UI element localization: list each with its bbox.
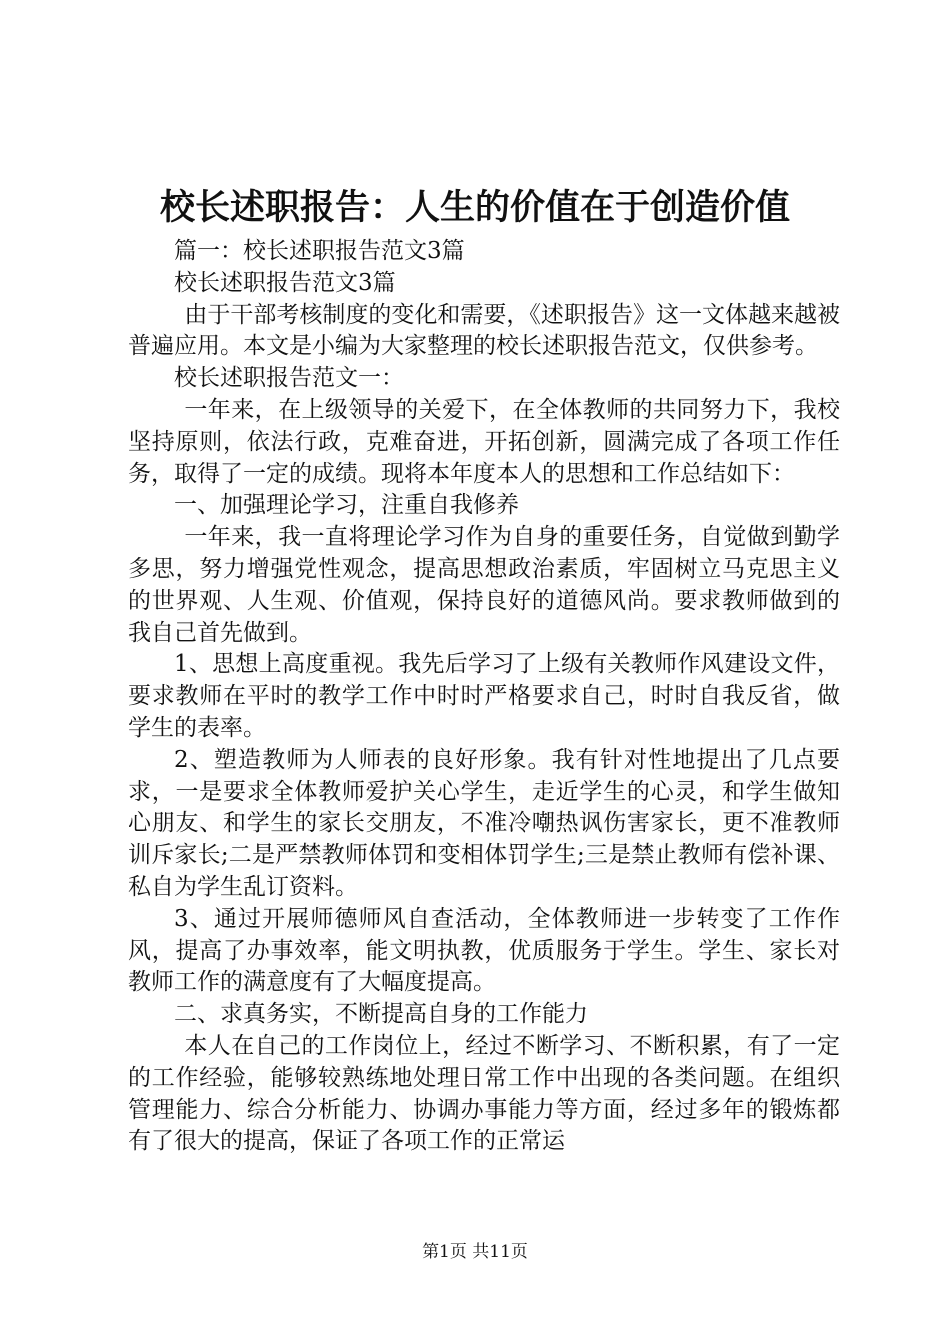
list-item-three: 3、通过开展师德师风自查活动，全体教师进一步转变了工作作风，提高了办事效率，能文明执教，优质服务于学生。学生、家长对教师工作的满意度有了大幅度提高。 xyxy=(128,905,840,996)
document-body xyxy=(128,236,840,1158)
section-heading-theory-study: 一、加强理论学习，注重自我修养 xyxy=(174,492,519,519)
paragraph-subtitle: 校长述职报告范文3篇 xyxy=(174,269,396,296)
paragraph-theory-study: 一年来，我一直将理论学习作为自身的重要任务，自觉做到勤学多思，努力增强党性观念，提高思想政治素质，牢固树立马克思主义的世界观、人生观、价值观，保持良好的道德风尚。要求教师做到的我自己首先做到。 xyxy=(128,524,840,646)
paragraph-sample-one-heading: 校长述职报告范文一： xyxy=(174,365,404,392)
paragraph-work-ability: 本人在自己的工作岗位上，经过不断学习、不断积累，有了一定的工作经验，能够较熟练地处理日常工作中出现的各类问题。在组织管理能力、综合分析能力、协调办事能力等方面，经过多年的锻炼都有了很大的提高，保证了各项工作的正常运 xyxy=(128,1032,840,1155)
paragraph-heading-part-one: 篇一：校长述职报告范文3篇 xyxy=(174,238,465,264)
section-heading-work-ability: 二、求真务实，不断提高自身的工作能力 xyxy=(174,1001,588,1028)
list-item-two: 2、塑造教师为人师表的良好形象。我有针对性地提出了几点要求，一是要求全体教师爱护关心学生，走近学生的心灵，和学生做知心朋友、和学生的家长交朋友，不准冷嘲热讽伤害家长，更不准教师训斥家长;二是严禁教师体罚和变相体罚学生;三是禁止教师有偿补课、私自为学生乱订资料。 xyxy=(128,746,840,900)
list-item-one: 1、思想上高度重视。我先后学习了上级有关教师作风建设文件，要求教师在平时的教学工作中时时严格要求自己，时时自我反省，做学生的表率。 xyxy=(128,651,840,741)
paragraph-intro: 由于干部考核制度的变化和需要，《述职报告》这一文体越来越被普遍应用。本文是小编为大家整理的校长述职报告范文，仅供参考。 xyxy=(128,301,840,360)
document-title: 校长述职报告：人生的价值在于创造价值 xyxy=(159,187,790,228)
page-number-footer: 第1页 共11页 xyxy=(422,1242,528,1262)
paragraph-summary: 一年来，在上级领导的关爱下，在全体教师的共同努力下，我校坚持原则，依法行政，克难奋进，开拓创新，圆满完成了各项工作任务，取得了一定的成绩。现将本年度本人的思想和工作总结如下： xyxy=(128,396,840,487)
